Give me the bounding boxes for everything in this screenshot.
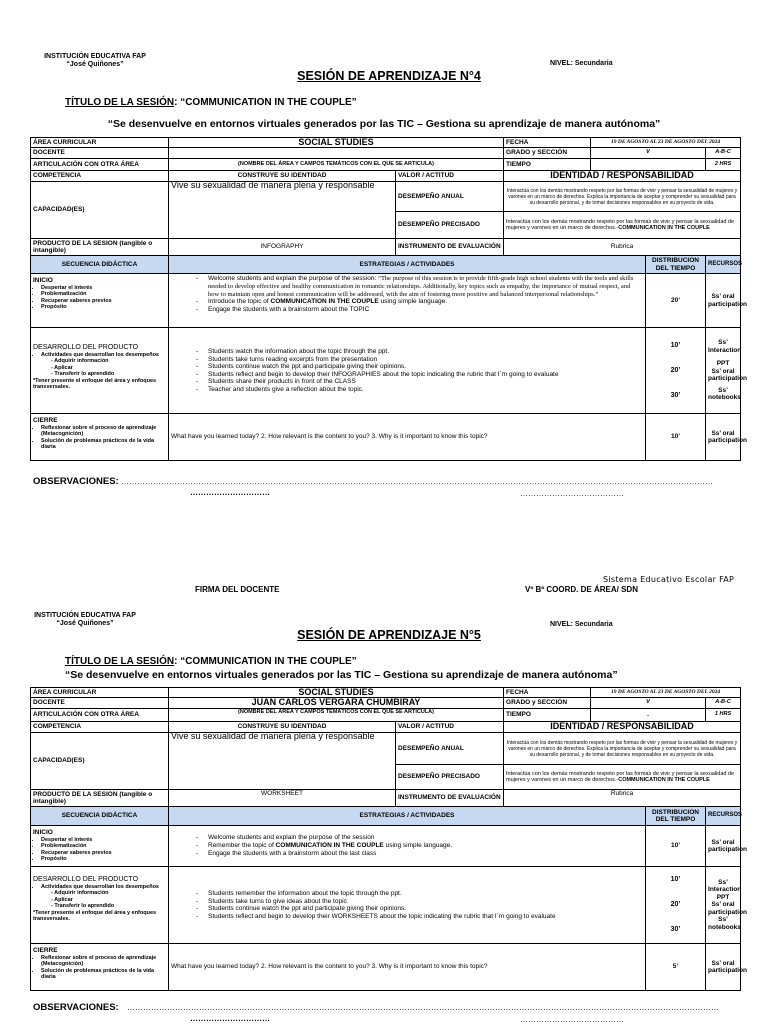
firma-4: FIRMA DEL DOCENTE xyxy=(195,585,280,594)
session-4-theme: “Se desenvuelve en entornos virtuales generados por las TIC – Gestiona su aprendizaje de manera autónoma” xyxy=(107,118,661,130)
desempeno-precisado-label: DESEMPEÑO PRECISADO xyxy=(396,212,504,239)
level-label: NIVEL: Secundaria xyxy=(550,60,613,67)
coord-5-line: ………………………………… xyxy=(520,1015,624,1024)
producto-label: PRODUCTO DE LA SESION (tangible o intangible) xyxy=(31,239,169,256)
observaciones-5: OBSERVACIONES: xyxy=(33,1002,119,1013)
instrumento-label: INSTRUMENTO DE EVALUACIÓN xyxy=(396,239,504,256)
institution-header xyxy=(30,53,160,69)
docente-value xyxy=(169,148,504,159)
session-4-subject-title: TÍTULO DE LA SESIÓN: “COMMUNICATION IN THE COUPLE” xyxy=(65,97,357,108)
firma-5-line: ………………………… xyxy=(190,1014,270,1023)
recursos-header: RECURSOS xyxy=(706,256,741,274)
fecha-value: 19 DE AGOSTO AL 23 DE AGOSTO DEL 2024 xyxy=(591,138,741,148)
inicio-items: • Despertar el interés • Problematización • Recuperar saberes previos • Propósito xyxy=(33,285,166,311)
producto-value-5: WORKSHEET xyxy=(169,790,396,807)
inicio-time: 20’ xyxy=(646,274,706,328)
firma-4-line: ………………………… xyxy=(190,488,270,497)
tiempo-label: TIEMPO xyxy=(504,159,591,171)
cierre-resources: Ss’ oral participation xyxy=(706,414,741,461)
articulacion-label: ARTICULACIÓN CON OTRA ÁREA xyxy=(31,159,169,171)
desarrollo-activities: - Students watch the information about the topic through the ppt. - Students take turns reading excerpts from the presentation - Students continue watch the ppt and participate giving their opinions. - Students reflect and begin to develop their INFOGRAPHIES about the topic indicating the rubric that I´m going to evaluate - Students share their products in front of the CLASS - Teacher and students give a reflection about the topic. xyxy=(169,328,646,414)
session-4-table xyxy=(30,136,748,461)
coord-4-line: ………………………………… xyxy=(520,489,624,498)
institution-name: INSTITUCIÓN EDUCATIVA FAP xyxy=(44,53,146,60)
area-value-5: SOCIAL STUDIES xyxy=(169,688,504,698)
fecha-value-5: 19 DE AGOSTO AL 23 DE AGOSTO DEL 2024 xyxy=(591,688,741,698)
docente-value-5: JUAN CARLOS VERGARA CHUMBIRAY xyxy=(169,698,504,709)
producto-value: INFOGRAPHY xyxy=(169,239,396,256)
secuencia-header: SECUENCIA DIDÁCTICA xyxy=(31,256,169,274)
valor-value: IDENTIDAD / RESPONSABILIDAD xyxy=(504,171,741,182)
tiempo-value: 2 HRS xyxy=(706,159,741,171)
area-value: SOCIAL STUDIES xyxy=(169,138,504,148)
estrategias-header: ESTRATEGIAS / ACTIVIDADES xyxy=(169,256,646,274)
desempeno-anual-value: Interactúa con los demás mostrando respeto por las formas de vivir y pensar la sexualidad de mujeres y varones en un marco de derechos. Explica la importancia de aceptar y comprender su sexualidad para su desarrollo personal, y de tomar decisiones responsables en su proyecto de vida. xyxy=(504,182,741,212)
distribucion-header: DISTRIBUCION DEL TIEMPO xyxy=(646,256,706,274)
session-5-title: SESIÓN DE APRENDIZAJE N°5 xyxy=(297,628,481,642)
competencia-label: COMPETENCIA xyxy=(31,171,169,182)
desarrollo-times: 10’ 20’ 30’ xyxy=(646,328,706,414)
capacidad-label: CAPACIDAD(ES) xyxy=(31,182,169,239)
cierre-question: What have you learned today? 2. How relevant is the content to you? 3. Why is it important to know this topic? xyxy=(169,414,646,461)
coord-4: Vº Bº COORD. DE ÁREA/ SDN xyxy=(525,585,638,594)
articulacion-note: (NOMBRE DEL ÁREA Y CAMPOS TEMÁTICOS CON EL QUE SE ARTICULA) xyxy=(169,159,504,171)
inicio-resources: Ss’ oral participation xyxy=(706,274,741,328)
session-5-subject-title: TÍTULO DE LA SESIÓN: “COMMUNICATION IN THE COUPLE” xyxy=(65,656,357,667)
cierre-time: 10’ xyxy=(646,414,706,461)
seccion-value: A-B-C xyxy=(706,148,741,159)
docente-label: DOCENTE xyxy=(31,148,169,159)
observaciones-4: OBSERVACIONES: xyxy=(33,476,119,487)
tiempo-value-5: 1 HRS xyxy=(706,709,741,722)
instrumento-value: Rubrica xyxy=(504,239,741,256)
session-5-theme: “Se desenvuelve en entornos virtuales generados por las TIC – Gestiona su aprendizaje de manera autónoma” xyxy=(65,669,618,681)
inicio-phase: INICIO • Despertar el interés • Problematización • Recuperar saberes previos • Propósito xyxy=(31,274,169,328)
session-5-table: ÁREA CURRICULAR SOCIAL STUDIES FECHA 19 DE AGOSTO AL 23 DE AGOSTO DEL 2024 DOCENTE JUAN CARLOS VERGARA CHUMBIRAY GRADO y SECCIÓN V A-B-C ARTICULACIÓN CON OTRA ÁREA (NOMBRE DEL ÁREA Y CAMPOS TEMÁTICOS CON EL QUE SE ARTICULA) TIEMPO . 1 HRS COMPETENCIA CONSTRUYE SU IDENTIDAD VALOR / ACTITUD IDENTIDAD / RESPONSABILIDAD CAPACIDAD(ES) Vive su sexualidad de manera plena y responsable DESEMPEÑO ANUAL Interactúa con los demás mostrando respeto por las formas de vivir y pensar la sexualidad de mujeres y varones en un marco de derechos. Explica la importancia de aceptar y comprender su sexualidad para su desarrollo personal, y de tomar decisiones responsables en su proyecto de vida. DESEMPEÑO PRECISADO Interactúa con los demás mostrando respeto por las formas de vivir y pensar la sexualidad de mujeres y varones en un marco de derechos.-COMMUNICATION IN THE COUPLE PRODUCTO DE LA SESION (tangible o intangible) WORKSHEET INSTRUMENTO DE EVALUACIÓN Rubrica SECUENCIA DIDÁCTICA ESTRATEGIAS / ACTIVIDADES DISTRIBUCION DEL TIEMPO RECURSOS INICIO • Despertar el interés • Problematización • Recuperar saberes previos • Propósito - Welcome students and explain the purpose of the session - Remember the topic of COMMUNICATION IN THE COUPLE using simple language. - Engage the students with a brainstorm about the last class 10’ Ss’ oral participation DESARROLLO DEL PRODUCTO • Actividades que desarrollan los desempeños - Adquirir información - Aplicar - Transferir lo aprendido *Tener presente el enfoque del área y enfoques transversales. - Students remember the information about the topic through the ppt. - Students take turns to give ideas about the topic - Students continue watch the ppt and participate giving their opinions. - Students reflect and begin to develop their WORKSHEETS about the topic indicating the rubric that I´m going to evaluate 10’ 20’ 30’ Ss’ Interaction PPT Ss’ oral participation Ss’ notebooks CIERRE • Reflexionar sobre el proceso de aprendizaje (Metacognición) • Solución de problemas prácticos de la vida diaria What have you learned today? 2. How relevant is the content to you? 3. Why is it important to know this topic? 5’ Ss’ oral participation xyxy=(30,687,741,991)
valor-label: VALOR / ACTITUD xyxy=(396,171,504,182)
desempeno-precisado-value: Interactúa con los demás mostrando respeto por las formas de vivir y pensar la sexualidad de mujeres y varones en un marco de derechos.-COMMUNICATION IN THE COUPLE xyxy=(504,212,741,239)
area-label: ÁREA CURRICULAR xyxy=(31,138,169,148)
school-name: “José Quiñones” xyxy=(66,61,124,68)
institution-header-5: INSTITUCIÓN EDUCATIVA FAP “José Quiñones” xyxy=(34,612,136,627)
observaciones-4-line: …………………………………………………………………………………………………………………………………………………………………………………………………… xyxy=(121,477,713,486)
desempeno-anual-label: DESEMPEÑO ANUAL xyxy=(396,182,504,212)
level-label-5: NIVEL: Secundaria xyxy=(550,621,613,628)
observaciones-5-line: …………………………………………………………………………………………………………………………………………………………………………………………………… xyxy=(127,1003,719,1012)
capacidad-value: Vive su sexualidad de manera plena y responsable xyxy=(169,182,396,239)
cierre-phase: CIERRE • Reflexionar sobre el proceso de aprendizaje (Metacognición) • Solución de problemas prácticos de la vida diaria xyxy=(31,414,169,461)
inicio-activities-5: - Welcome students and explain the purpose of the session - Remember the topic of COMMUNICATION IN THE COUPLE using simple language. - Engage the students with a brainstorm about the last class xyxy=(169,826,646,867)
brand-footer: Sistema Educativo Escolar FAP xyxy=(603,575,735,584)
desarrollo-phase: DESARROLLO DEL PRODUCTO • Actividades que desarrollan los desempeños - Adquirir información - Aplicar - Transferir lo aprendido *Tener presente el enfoque del área y enfoques transversales. xyxy=(31,328,169,414)
session-4-title: SESIÓN DE APRENDIZAJE N°4 xyxy=(297,69,481,83)
competencia-value: CONSTRUYE SU IDENTIDAD xyxy=(169,171,396,182)
fecha-label: FECHA xyxy=(504,138,591,148)
desarrollo-resources: Ss’ Interaction PPT Ss’ oral participation Ss’ notebooks xyxy=(706,328,741,414)
grado-value: V xyxy=(591,148,706,159)
grado-label: GRADO y SECCIÓN xyxy=(504,148,591,159)
inicio-activities: - Welcome students and explain the purpose of the session: “The purpose of this session is to provide fifth-grade high school students with the tools and skills needed to develop effective and healthy communication in romantic relationships. Additionally, key topics such as empathy, the importance of mutual respect, and how to maintain open and honest communication will be addressed, with the aim of fostering more positive and balanced interpersonal relationships.” - Introduce the topic of COMMUNICATION IN THE COUPLE using simple language. - Engage the students with a brainstorm about the TOPIC xyxy=(169,274,646,328)
tiempo-value-a xyxy=(591,159,706,171)
desarrollo-activities-5: - Students remember the information about the topic through the ppt. - Students take turns to give ideas about the topic - Students continue watch the ppt and participate giving their opinions. - Students reflect and begin to develop their WORKSHEETS about the topic indicating the rubric that I´m going to evaluate xyxy=(169,867,646,944)
